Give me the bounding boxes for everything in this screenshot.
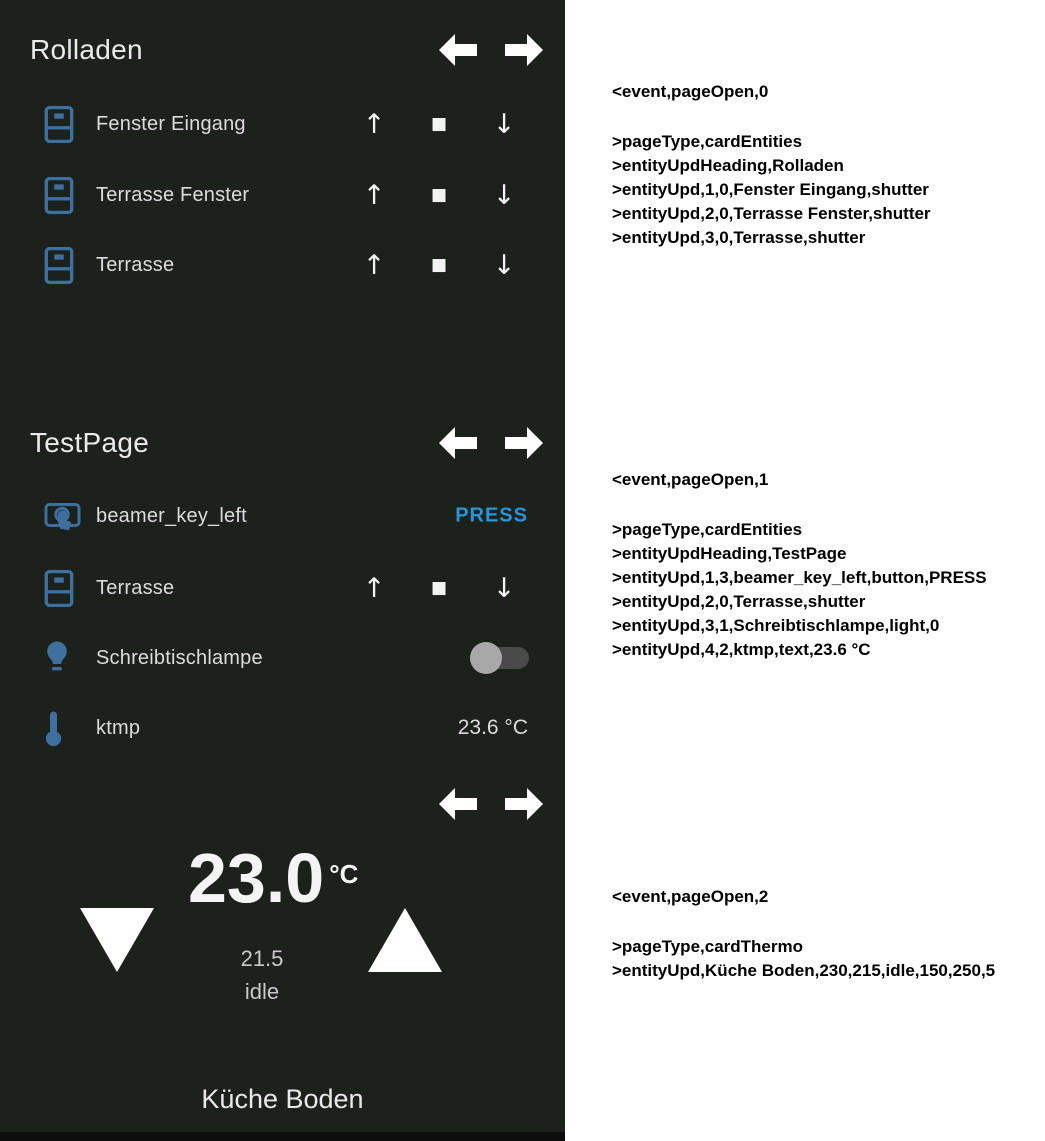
card-rolladen [0, 0, 565, 421]
entity-label: ktmp [96, 716, 141, 739]
current-temperature-value: 23.0 [188, 839, 325, 917]
shutter-stop-icon[interactable]: ■ [430, 255, 448, 275]
shutter-down-icon[interactable]: ↓ [492, 108, 516, 140]
toggle-knob [470, 642, 502, 674]
log-line: >pageType,cardThermo [612, 937, 803, 956]
nav-arrow-left-icon[interactable] [439, 426, 477, 460]
log-line: >entityUpd,4,2,ktmp,text,23.6 °C [612, 640, 871, 659]
nav-arrow-right-icon[interactable] [505, 787, 543, 821]
temperature-unit: °C [329, 859, 359, 889]
entity-row-terrasse[interactable] [0, 564, 565, 612]
window-shutter-icon [44, 106, 82, 143]
entity-row-schreibtischlampe[interactable] [0, 634, 565, 682]
nav-arrow-left-icon[interactable] [439, 33, 477, 67]
log-line: >entityUpd,Küche Boden,230,215,idle,150,250,5 [612, 961, 996, 980]
page-title: TestPage [30, 427, 150, 458]
log-line: >entityUpd,1,3,beamer_key_left,button,PRESS [612, 568, 987, 587]
entity-row-beamer-key-left[interactable] [0, 492, 565, 540]
thermometer-icon [44, 710, 82, 747]
log-line: >entityUpdHeading,TestPage [612, 544, 847, 563]
log-responses [612, 935, 1042, 983]
nav-arrow-right-icon[interactable] [505, 426, 543, 460]
entity-row-fenster-eingang[interactable] [0, 100, 565, 148]
log-line: >entityUpdHeading,Rolladen [612, 156, 844, 175]
entity-row-terrasse[interactable] [0, 241, 565, 289]
light-toggle-switch[interactable] [473, 647, 529, 669]
entity-label: Fenster Eingang [96, 112, 246, 135]
hvac-state: idle [244, 979, 280, 1004]
log-line: >entityUpd,3,1,Schreibtischlampe,light,0 [612, 616, 940, 635]
shutter-down-icon[interactable]: ↓ [492, 572, 516, 604]
entity-label: Terrasse Fenster [96, 183, 250, 206]
entity-label: Schreibtischlampe [96, 646, 263, 669]
shutter-stop-icon[interactable]: ■ [430, 578, 448, 598]
shutter-controls [350, 100, 528, 148]
log-line: >entityUpd,2,0,Terrasse Fenster,shutter [612, 204, 931, 223]
lightbulb-icon [44, 640, 82, 676]
log-line: >entityUpd,1,0,Fenster Eingang,shutter [612, 180, 929, 199]
card-thermo [0, 770, 565, 1141]
nav-arrow-right-icon[interactable] [505, 33, 543, 67]
log-block-page0 [612, 80, 1042, 250]
shutter-up-icon[interactable]: ↑ [362, 179, 386, 211]
temp-decrease-button[interactable] [80, 908, 154, 972]
log-block-page2 [612, 885, 1042, 983]
entity-row-ktmp[interactable] [0, 704, 565, 752]
shutter-stop-icon[interactable]: ■ [430, 185, 448, 205]
log-responses [612, 518, 1042, 662]
window-shutter-icon [44, 247, 82, 284]
page-nav [439, 426, 543, 460]
shutter-up-icon[interactable]: ↑ [362, 249, 386, 281]
text-entity-value: 23.6 °C [457, 716, 528, 739]
current-temperature [188, 839, 359, 917]
panel-bottom-bezel [0, 1132, 565, 1141]
log-line: >entityUpd,2,0,Terrasse,shutter [612, 592, 866, 611]
thermostat-title: Küche Boden [201, 1084, 364, 1114]
shutter-controls [350, 171, 528, 219]
gesture-tap-button-icon [44, 498, 82, 535]
shutter-up-icon[interactable]: ↑ [362, 572, 386, 604]
page-nav [439, 787, 543, 821]
shutter-up-icon[interactable]: ↑ [362, 108, 386, 140]
log-line: >entityUpd,3,0,Terrasse,shutter [612, 228, 866, 247]
shutter-down-icon[interactable]: ↓ [492, 179, 516, 211]
shutter-down-icon[interactable]: ↓ [492, 249, 516, 281]
page-nav [439, 33, 543, 67]
page-title: Rolladen [30, 34, 143, 65]
entity-label: Terrasse [96, 576, 175, 599]
target-temperature: 21.5 [240, 946, 284, 971]
window-shutter-icon [44, 177, 82, 214]
entity-label: Terrasse [96, 253, 175, 276]
shutter-stop-icon[interactable]: ■ [430, 114, 448, 134]
shutter-controls [350, 564, 528, 612]
log-event-line: <event,pageOpen,0 [612, 82, 769, 101]
window-shutter-icon [44, 570, 82, 607]
temp-increase-button[interactable] [368, 908, 442, 972]
entity-label: beamer_key_left [96, 504, 247, 527]
log-block-page1 [612, 468, 1042, 662]
card-testpage [0, 421, 565, 770]
nav-arrow-left-icon[interactable] [439, 787, 477, 821]
log-event-line: <event,pageOpen,2 [612, 887, 769, 906]
log-responses [612, 130, 1042, 250]
entity-row-terrasse-fenster[interactable] [0, 171, 565, 219]
log-line: >pageType,cardEntities [612, 132, 803, 151]
log-event-line: <event,pageOpen,1 [612, 470, 769, 489]
button-press-action[interactable]: PRESS [455, 504, 528, 527]
log-line: >pageType,cardEntities [612, 520, 803, 539]
shutter-controls [350, 241, 528, 289]
